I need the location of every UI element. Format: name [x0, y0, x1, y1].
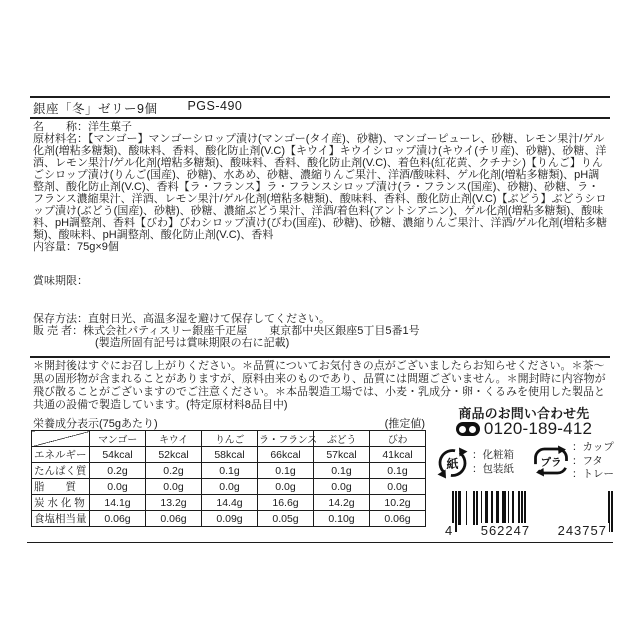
- cell: 0.1g: [202, 463, 258, 479]
- seller-gap: [247, 325, 269, 337]
- product-code: PGS-490: [187, 99, 243, 113]
- product-info-block: [33, 121, 608, 349]
- row-label: 炭 水 化 物: [32, 495, 90, 511]
- cell: 0.2g: [90, 463, 146, 479]
- storage-row: [33, 313, 608, 325]
- plastic-item: ：トレー: [572, 468, 614, 480]
- cell: 52kcal: [146, 447, 202, 463]
- cell: 0.1g: [370, 463, 426, 479]
- contact-phone-number: 0120-189-412: [483, 419, 593, 438]
- row-label: 食塩相当量: [32, 511, 90, 527]
- cell: 0.0g: [370, 479, 426, 495]
- seller-name: 株式会社パティスリー銀座千疋屋: [83, 325, 248, 337]
- diagonal-header-cell: [32, 431, 90, 447]
- table-row: [32, 447, 426, 463]
- col-header: ラ・フランス: [258, 431, 314, 447]
- cell: 66kcal: [258, 447, 314, 463]
- cell: 0.1g: [258, 463, 314, 479]
- title-divider-rule: [30, 117, 610, 119]
- cell: 0.06g: [90, 511, 146, 527]
- precaution-notes: ＊開封後はすぐにお召し上がりください。＊品質についてお気付きの点がございましたらお知らせください。＊茶～黒の固形物が含まれることがありますが、原料由来のものであり、品質には問題ございません。＊開封時に内容物が飛び散ることがございますのでご注意ください。＊本品製造工場では、小麦・乳成分・卵・くるみを使用した製品と共通の設備で製造しています。(特定原材料8品目中): [33, 360, 606, 411]
- product-title-row: [33, 99, 609, 117]
- label-bottom-rule: [27, 542, 613, 543]
- paper-recycle-group: [436, 445, 514, 480]
- row-label: エネルギー: [32, 447, 90, 463]
- cell: 0.0g: [202, 479, 258, 495]
- col-header: びわ: [370, 431, 426, 447]
- cell: 58kcal: [202, 447, 258, 463]
- plastic-recycle-icon: [533, 445, 569, 477]
- paper-item: ：化粧箱: [472, 449, 514, 461]
- nutrition-table: [31, 430, 426, 527]
- nutrition-title: 栄養成分表示(75gあたり): [33, 418, 158, 430]
- expiry-label: 賞味期限：: [33, 275, 88, 287]
- cell: 0.0g: [314, 479, 370, 495]
- cell: 0.09g: [202, 511, 258, 527]
- volume-label: 内容量：: [33, 241, 77, 253]
- row-label: 脂 質: [32, 479, 90, 495]
- name-label: 名 称：: [33, 121, 88, 133]
- table-row: [32, 511, 426, 527]
- barcode-digit-group: 562247: [480, 523, 531, 538]
- plastic-recycle-group: [533, 441, 614, 482]
- cell: 57kcal: [314, 447, 370, 463]
- volume-row: [33, 241, 608, 253]
- cell: 54kcal: [90, 447, 146, 463]
- product-title: 銀座「冬」ゼリー9個: [33, 102, 158, 116]
- table-row: [32, 479, 426, 495]
- cell: 14.1g: [90, 495, 146, 511]
- col-header: マンゴー: [90, 431, 146, 447]
- cell: 14.4g: [202, 495, 258, 511]
- plastic-mark-label: プラ: [540, 456, 562, 469]
- col-header: キウイ: [146, 431, 202, 447]
- jan-barcode: [445, 491, 612, 541]
- seller-address: 東京都中央区銀座5丁目5番1号: [269, 325, 420, 337]
- ingredients-label: 原材料名：: [33, 133, 88, 145]
- plastic-recycle-items: [572, 441, 614, 482]
- ingredients-row: [33, 133, 608, 241]
- storage-value: 直射日光、高温多湿を避けて保存してください。: [88, 313, 330, 325]
- cell: 0.06g: [370, 511, 426, 527]
- cell: 16.6g: [258, 495, 314, 511]
- col-header: ぶどう: [314, 431, 370, 447]
- barcode-digit-group: 4: [445, 523, 454, 538]
- cell: 0.06g: [146, 511, 202, 527]
- plastic-item: ：カップ: [572, 441, 614, 453]
- storage-label: 保存方法：: [33, 313, 88, 325]
- contact-title: 商品のお問い合わせ先: [458, 406, 590, 421]
- contact-phone-row: [436, 419, 612, 439]
- paper-item: ：包装紙: [472, 462, 514, 475]
- ingredients-value: 【マンゴー】マンゴーシロップ漬け(マンゴー(タイ産)、砂糖)、マンゴーピューレ、砂糖、レモン果汁/ゲル化剤(増粘多糖類)、酸味料、香料、酸化防止剤(V.C)【キウイ】キウイシロップ漬け(キウイ(チリ産)、砂糖)、砂糖、洋酒、レモン果汁/ゲル化剤(増粘多糖類)、酸味料、香料、酸化防止剤(V.C)、着色料(紅花黄、クチナシ)【りんご】りんごシロップ漬け(りんご(国産)、砂糖)、水あめ、砂糖、濃縮りんご果汁、洋酒/酸味料、ゲル化剤(増粘多糖類)、pH調整剤、酸化防止剤(V.C)、香料【ラ・フランス】ラ・フランスシロップ漬け(ラ・フランス(国産)、砂糖)、砂糖、ラ・フランス濃縮果汁、洋酒、レモン果汁/ゲル化剤(増粘多糖類)、酸味料、香料、酸化防止剤(V.C)【ぶどう】ぶどうシロップ漬け(ぶどう(国産)、砂糖)、砂糖、濃縮ぶどう果汁、洋酒/着色料(アントシアニン)、ゲル化剤(増粘多糖類)、酸味料、pH調整剤、香料【びわ】びわシロップ漬け(びわ(国産)、砂糖)、砂糖、濃縮りんご果汁、洋酒/ゲル化剤(増粘多糖類)、酸味料、pH調整剤、酸化防止剤(V.C)、香料: [33, 133, 607, 241]
- notes-divider-rule: [30, 356, 610, 358]
- paper-recycle-items: [472, 449, 514, 476]
- seller-note: (製造所固有記号は賞味期限の右に記載): [95, 337, 290, 349]
- cell: 14.2g: [314, 495, 370, 511]
- freedial-phone-icon: [456, 422, 480, 436]
- cell: 0.05g: [258, 511, 314, 527]
- name-row: [33, 121, 608, 133]
- label-top-rule: [30, 96, 610, 98]
- col-header: りんご: [202, 431, 258, 447]
- seller-row: [33, 325, 608, 337]
- volume-value: 75g×9個: [77, 241, 119, 253]
- seller-label: 販 売 者：: [33, 325, 84, 337]
- expiry-row: [33, 275, 608, 287]
- paper-mark-label: 紙: [446, 457, 459, 471]
- plastic-item: ：フタ: [572, 454, 603, 467]
- cell: 0.2g: [146, 463, 202, 479]
- cell: 13.2g: [146, 495, 202, 511]
- cell: 41kcal: [370, 447, 426, 463]
- cell: 0.0g: [90, 479, 146, 495]
- row-label: たんぱく質: [32, 463, 90, 479]
- cell: 0.1g: [314, 463, 370, 479]
- barcode-digits: [443, 523, 609, 538]
- table-row: [32, 495, 426, 511]
- barcode-digit-group: 243757: [557, 523, 607, 538]
- name-value: 洋生菓子: [88, 121, 132, 133]
- cell: 0.0g: [258, 479, 314, 495]
- nutrition-header-row: [32, 431, 426, 447]
- nutrition-header: [33, 415, 425, 431]
- nutrition-estimate-note: (推定値): [384, 418, 425, 430]
- table-row: [32, 463, 426, 479]
- cell: 0.10g: [314, 511, 370, 527]
- paper-recycle-icon: [436, 445, 469, 480]
- cell: 10.2g: [370, 495, 426, 511]
- cell: 0.0g: [146, 479, 202, 495]
